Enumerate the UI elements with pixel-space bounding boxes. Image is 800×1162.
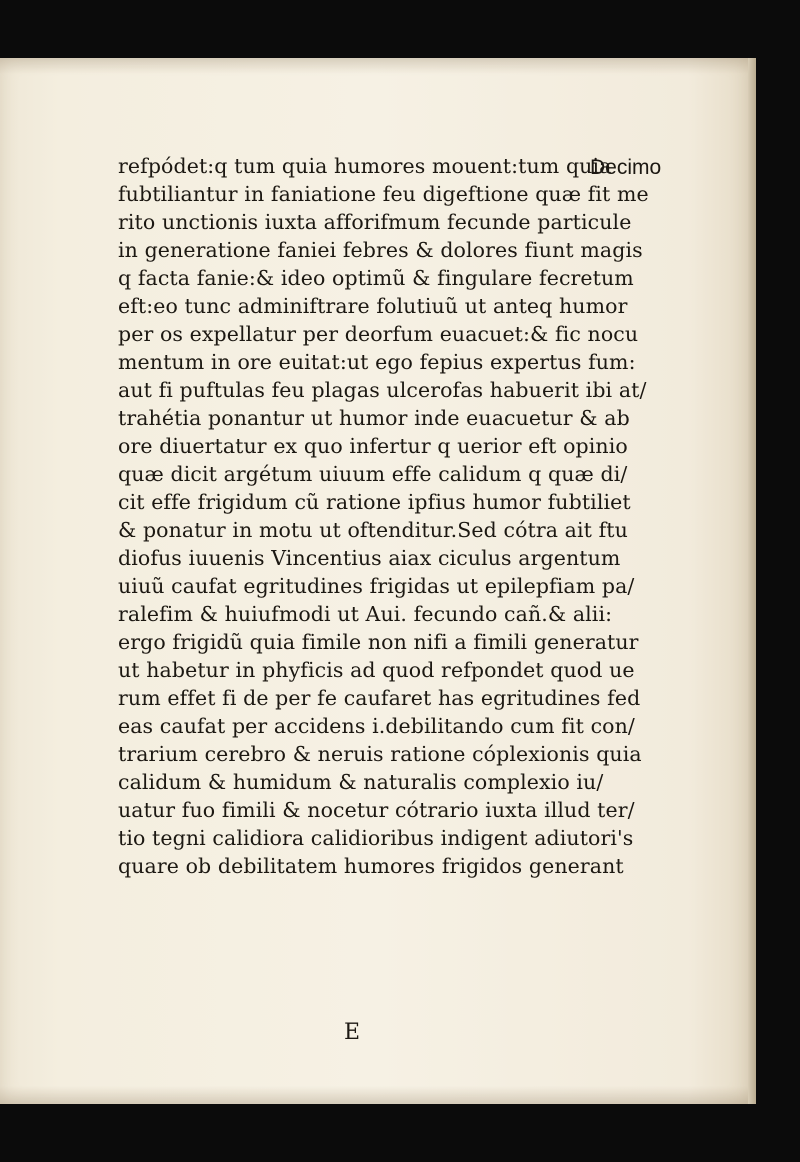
text-line: rum effet fi de per fe caufaret has egritudines fed xyxy=(118,686,641,710)
text-line: uiuũ caufat egritudines frigidas ut epilepfiam pa/ xyxy=(118,574,635,598)
text-line: ralefim & huiufmodi ut Aui. fecundo cañ.& alii: xyxy=(118,602,613,626)
text-line: trahétia ponantur ut humor inde euacuetur & ab xyxy=(118,406,630,430)
text-line: ut habetur in phyficis ad quod refpondet quod ue xyxy=(118,658,635,682)
text-line: rito unctionis iuxta afforifmum fecunde particule xyxy=(118,210,632,234)
text-line: trarium cerebro & neruis ratione cóplexionis quia xyxy=(118,742,642,766)
signature-mark: E xyxy=(344,1020,361,1045)
text-line: fubtiliantur in faniatione feu digeftione quæ fit me xyxy=(118,182,649,206)
text-line: refpódet:q tum quia humores mouent:tum quia xyxy=(118,154,612,178)
text-line: cit effe frigidum cũ ratione ipfius humor fubtiliet xyxy=(118,490,631,514)
text-line: in generatione faniei febres & dolores fiunt magis xyxy=(118,238,643,262)
running-head: Decimo xyxy=(590,156,662,179)
text-line: eas caufat per accidens i.debilitando cum fit con/ xyxy=(118,714,635,738)
text-line: mentum in ore euitat:ut ego fepius expertus fum: xyxy=(118,350,636,374)
text-line: & ponatur in motu ut oftenditur.Sed cótra ait ftu xyxy=(118,518,628,542)
text-line: quare ob debilitatem humores frigidos generant xyxy=(118,854,624,878)
text-line: uatur fuo fimili & nocetur cótrario iuxta illud ter/ xyxy=(118,798,635,822)
text-line: calidum & humidum & naturalis complexio iu/ xyxy=(118,770,604,794)
text-line: aut fi puftulas feu plagas ulcerofas habuerit ibi at/ xyxy=(118,378,647,402)
text-line: per os expellatur per deorfum euacuet:& fic nocu xyxy=(118,322,639,346)
text-line: eft:eo tunc adminiftrare folutiuũ ut anteq humor xyxy=(118,294,628,318)
page-edge xyxy=(748,58,756,1104)
text-line: tio tegni calidiora calidioribus indigent adiutori's xyxy=(118,826,634,850)
text-line: ergo frigidũ quia fimile non nifi a fimili generatur xyxy=(118,630,639,654)
text-line: ore diuertatur ex quo infertur q uerior eft opinio xyxy=(118,434,628,458)
text-line: diofus iuuenis Vincentius aiax ciculus argentum xyxy=(118,546,621,570)
text-line: quæ dicit argétum uiuum effe calidum q quæ di/ xyxy=(118,462,628,486)
text-line: q facta fanie:& ideo optimũ & fingulare fecretum xyxy=(118,266,634,290)
